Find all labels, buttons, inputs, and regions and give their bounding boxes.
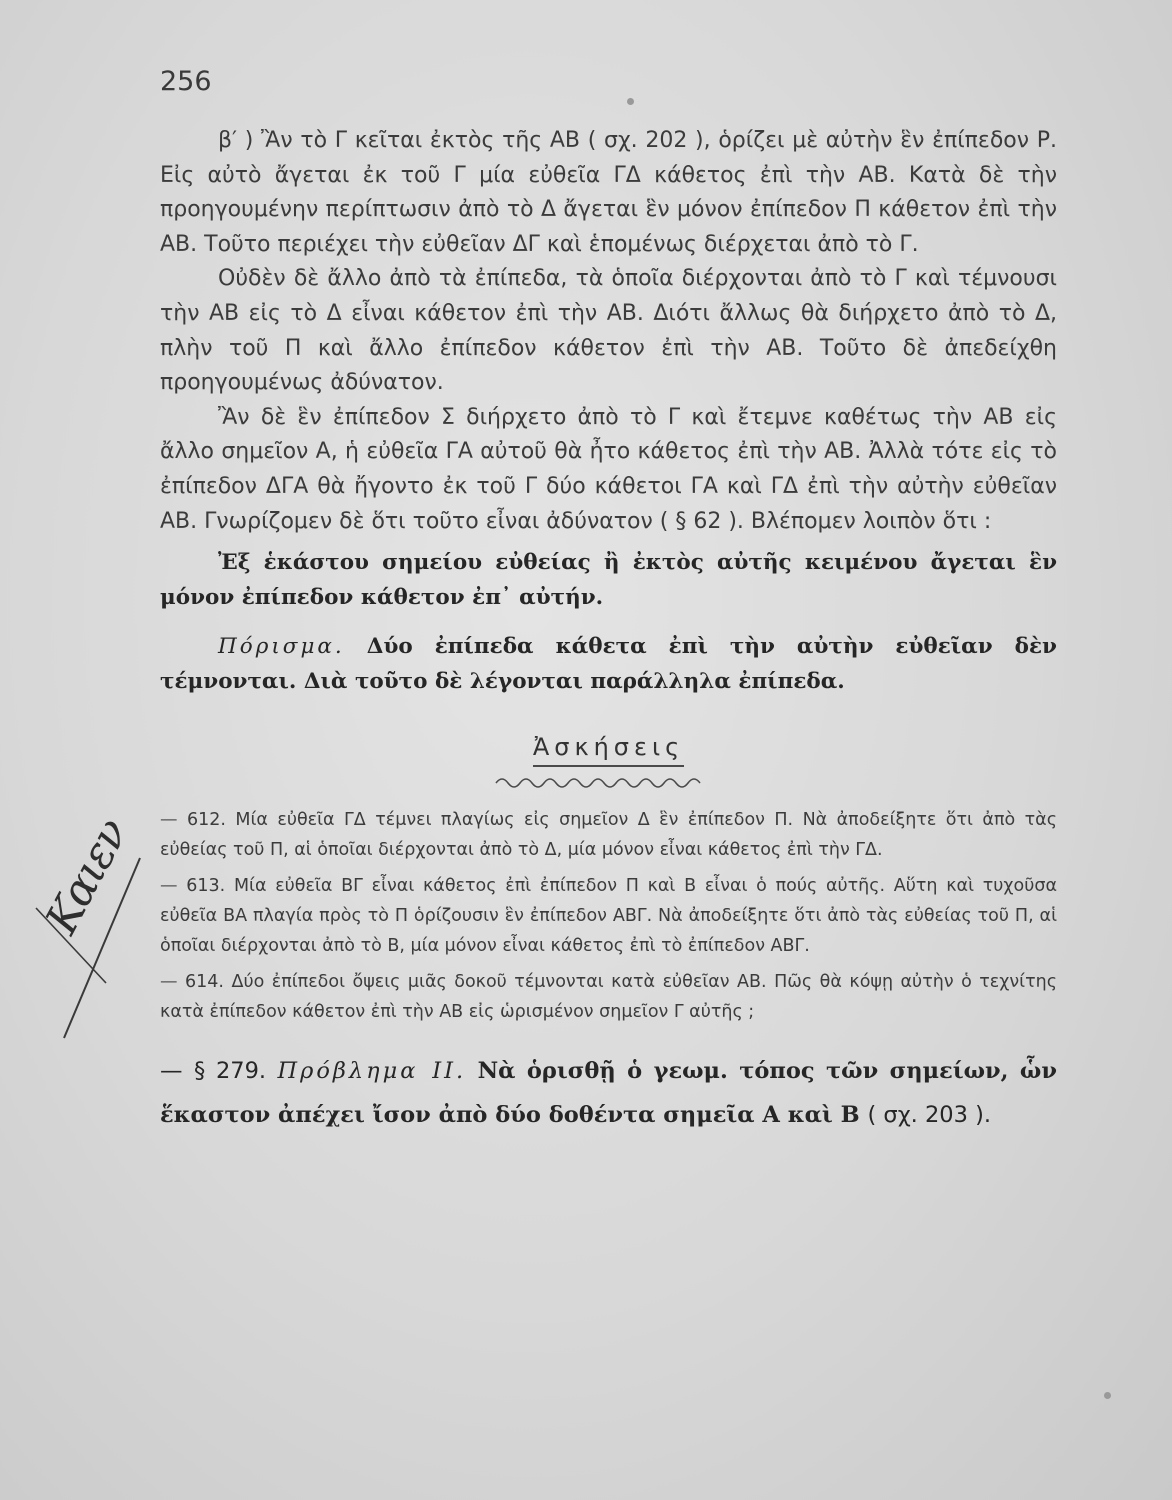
problem-statement xyxy=(160,1049,1057,1137)
exercise-item xyxy=(160,967,1057,1027)
problem-section: § 279. xyxy=(193,1058,267,1085)
exercise-text: Δύο ἐπίπεδοι ὄψεις μιᾶς δοκοῦ τέμνονται κατὰ εὐθεῖαν ΑΒ. Πῶς θὰ κόψῃ αὐτὴν ὁ τεχνίτης κατὰ ἐπίπεδον κάθετον ἐπὶ τὴν ΑΒ εἰς ὡρισμένον σημεῖον Γ αὐτῆς ; xyxy=(160,972,1057,1023)
margin-note: Καιεν xyxy=(36,811,138,942)
paragraph-contradiction: Ἂν δὲ ἓν ἐπίπεδον Σ διήρχετο ἀπὸ τὸ Γ καὶ ἔτεμνε καθέτως τὴν ΑΒ εἰς ἄλλο σημεῖον Α, ἡ εὐθεῖα ΓΑ αὐτοῦ θὰ ἦτο κάθετος ἐπὶ τὴν ΑΒ. Ἀλλὰ τότε εἰς τὸ ἐπίπεδον ΔΓΑ θὰ ἤγοντο ἐκ τοῦ Γ δύο κάθετοι ΓΑ καὶ ΓΔ ἐπὶ τὴν αὐτὴν εὐθεῖαν ΑΒ. Γνωρίζομεν δὲ ὅτι τοῦτο εἶναι ἀδύνατον ( § 62 ). Βλέπομεν λοιπὸν ὅτι : xyxy=(160,404,1057,534)
problem-mark: — xyxy=(160,1058,183,1085)
main-text xyxy=(160,124,1057,1137)
exercise-mark: — xyxy=(160,972,178,993)
exercise-mark: — xyxy=(160,876,178,897)
corollary-text: Δύο ἐπίπεδα κάθετα ἐπὶ τὴν αὐτὴν εὐθεῖαν δὲν τέμνονται. Διὰ τοῦτο δὲ λέγονται παράλληλα ἐπίπεδα. xyxy=(160,634,1057,695)
speck-icon xyxy=(1104,1392,1111,1399)
problem-text: Νὰ ὁρισθῇ ὁ γεωμ. τόπος τῶν σημείων, ὧν ἕκαστον ἀπέχει ἴσον ἀπὸ δύο δοθέντα σημεῖα Α καὶ Β xyxy=(160,1058,1057,1129)
exercise-text: Μία εὐθεῖα ΓΔ τέμνει πλαγίως εἰς σημεῖον Δ ἓν ἐπίπεδον Π. Νὰ ἀποδείξητε ὅτι ἀπὸ τὰς εὐθείας τοῦ Π, αἱ ὁποῖαι διέρχονται ἀπὸ τὸ Δ, μία μόνον εἶναι κάθετος ἐπὶ τὴν ΓΔ. xyxy=(160,810,1057,861)
exercises-heading: Ἀσκήσεις xyxy=(533,733,684,767)
paragraph-uniqueness: Οὐδὲν δὲ ἄλλο ἀπὸ τὰ ἐπίπεδα, τὰ ὁποῖα διέρχονται ἀπὸ τὸ Γ καὶ τέμνουσι τὴν ΑΒ εἰς τὸ Δ εἶναι κάθετον ἐπὶ τὴν ΑΒ. Διότι ἄλλως θὰ διήρχετο ἀπὸ τὸ Δ, πλὴν τοῦ Π καὶ ἄλλο ἐπίπεδον κάθετον ἐπὶ τὴν ΑΒ. Τοῦτο δὲ ἀπεδείχθη προηγουμένως ἀδύνατον. xyxy=(160,266,1057,396)
exercise-item xyxy=(160,805,1057,865)
page-number: 256 xyxy=(160,66,212,97)
theorem-statement: Ἐξ ἑκάστου σημείου εὐθείας ἢ ἐκτὸς αὐτῆς κειμένου ἄγεται ἓν μόνον ἐπίπεδον κάθετον ἐπ᾽ αὐτήν. xyxy=(160,550,1057,611)
problem-label: Πρόβλημα ΙΙ. xyxy=(277,1058,467,1085)
exercise-text: Μία εὐθεῖα ΒΓ εἶναι κάθετος ἐπὶ ἐπίπεδον Π καὶ Β εἶναι ὁ πούς αὐτῆς. Αὕτη καὶ τυχοῦσα εὐθεῖα ΒΑ πλαγία πρὸς τὸ Π ὁρίζουσιν ἓν ἐπίπεδον ΑΒΓ. Νὰ ἀποδείξητε ὅτι ἀπὸ τὰς εὐθείας τοῦ Π, αἱ ὁποῖαι διέρχονται ἀπὸ τὸ Β, μία μόνον εἶναι κάθετος ἐπὶ τὸ ἐπίπεδον ΑΒΓ. xyxy=(160,876,1057,957)
exercises-list xyxy=(160,805,1057,1027)
exercise-item xyxy=(160,871,1057,961)
underline-squiggle-icon xyxy=(494,773,724,789)
exercise-number: 612. xyxy=(186,810,226,831)
exercise-number: 614. xyxy=(185,972,224,993)
exercises-heading-block xyxy=(160,733,1057,791)
speck-icon xyxy=(627,98,634,105)
corollary-label: Πόρισμα. xyxy=(218,634,345,660)
exercise-number: 613. xyxy=(186,876,226,897)
corollary xyxy=(160,629,1057,699)
paragraph-case-b: β′ ) Ἂν τὸ Γ κεῖται ἐκτὸς τῆς ΑΒ ( σχ. 202 ), ὁρίζει μὲ αὐτὴν ἓν ἐπίπεδον Ρ. Εἰς αὐτὸ ἄγεται ἐκ τοῦ Γ μία εὐθεῖα ΓΔ κάθετος ἐπὶ τὴν ΑΒ. Κατὰ δὲ τὴν προηγουμένην περίπτωσιν ἀπὸ τὸ Δ ἄγεται ἓν μόνον ἐπίπεδον Π κάθετον ἐπὶ τὴν ΑΒ. Τοῦτο περιέχει τὴν εὐθεῖαν ΔΓ καὶ ἑπομένως διέρχεται ἀπὸ τὸ Γ. xyxy=(160,128,1057,257)
problem-figure-ref: ( σχ. 203 ). xyxy=(867,1102,992,1129)
exercise-mark: — xyxy=(160,810,178,831)
